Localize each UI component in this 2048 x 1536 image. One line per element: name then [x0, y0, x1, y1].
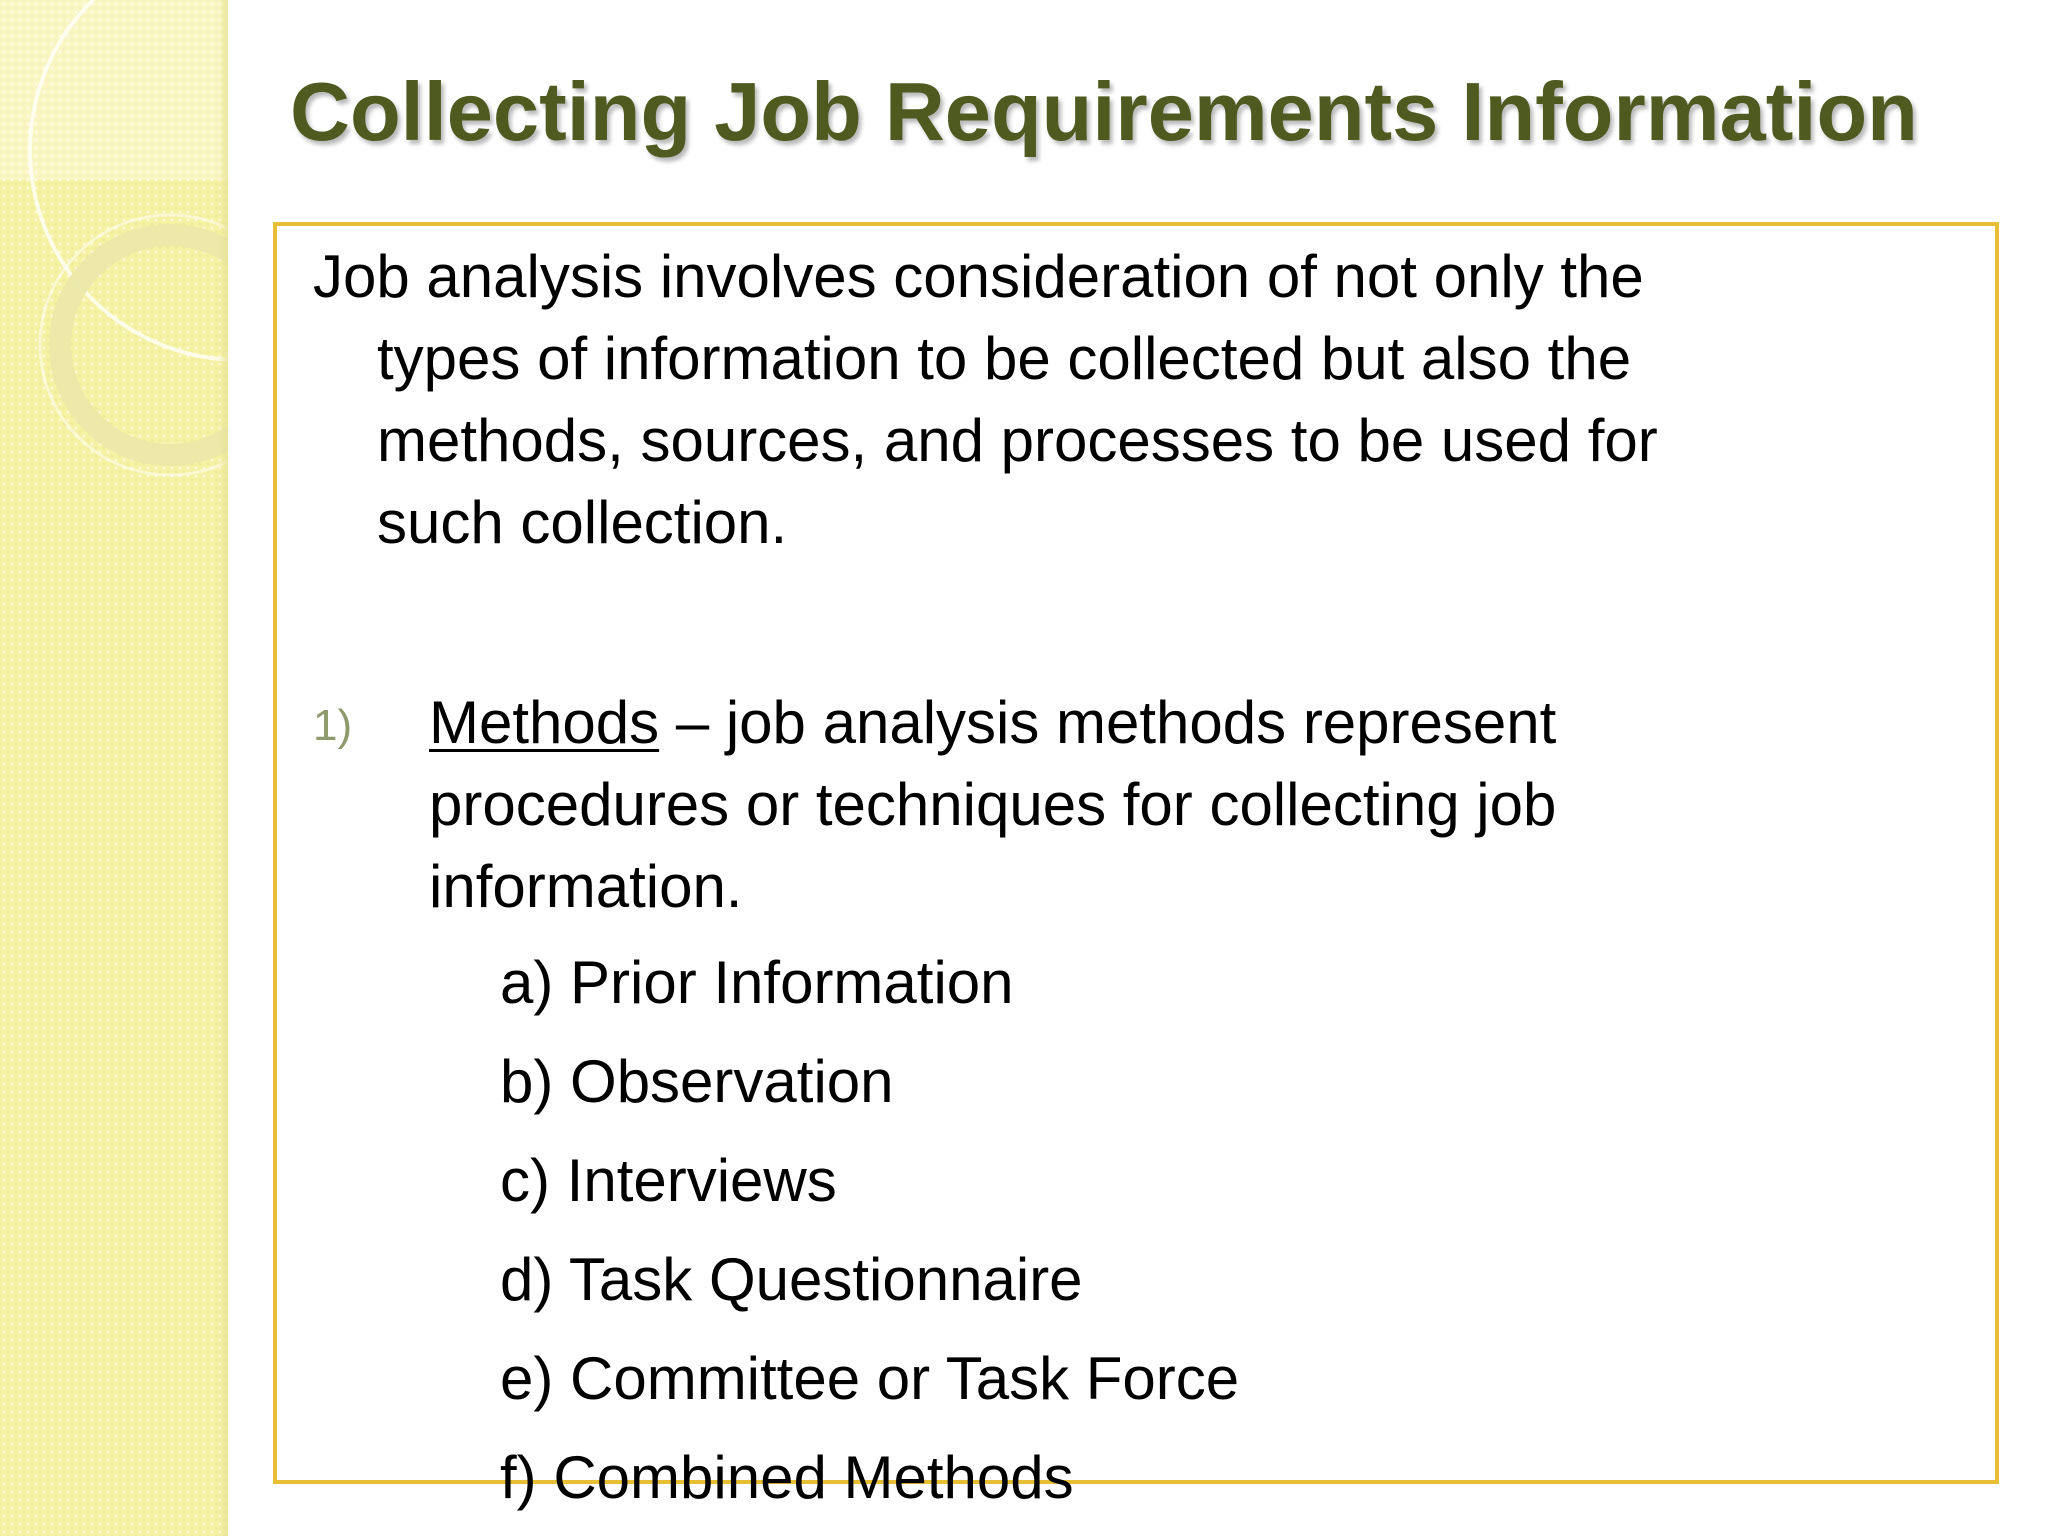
- method-desc-line: information.: [429, 853, 743, 920]
- decorative-sidebar: [0, 0, 228, 1536]
- slide-title: Collecting Job Requirements Information: [290, 65, 1918, 158]
- list-item: c) Interviews: [500, 1147, 837, 1214]
- list-item: d) Task Questionnaire: [500, 1246, 1083, 1313]
- methods-sublist: [500, 942, 1900, 1536]
- intro-line: such collection.: [377, 489, 788, 556]
- method-line-1: [429, 682, 1949, 764]
- list-item: e) Committee or Task Force: [500, 1345, 1240, 1412]
- intro-line: Job analysis involves consideration of not only the: [313, 243, 1644, 310]
- method-desc-line: – job analysis methods represent: [675, 689, 1557, 756]
- intro-line: methods, sources, and processes to be used for: [377, 407, 1658, 474]
- method-description: [429, 682, 1949, 928]
- intro-line: types of information to be collected but also the: [377, 325, 1632, 392]
- list-item: f) Combined Methods: [500, 1444, 1074, 1511]
- intro-paragraph: [313, 236, 1873, 564]
- method-term: Methods: [429, 689, 660, 756]
- list-number: 1): [313, 701, 353, 750]
- sidebar-edge: [218, 0, 228, 1536]
- decorative-rings: [0, 0, 228, 1536]
- list-item: b) Observation: [500, 1048, 894, 1115]
- method-desc-line: procedures or techniques for collecting job: [429, 771, 1557, 838]
- list-item: a) Prior Information: [500, 949, 1014, 1016]
